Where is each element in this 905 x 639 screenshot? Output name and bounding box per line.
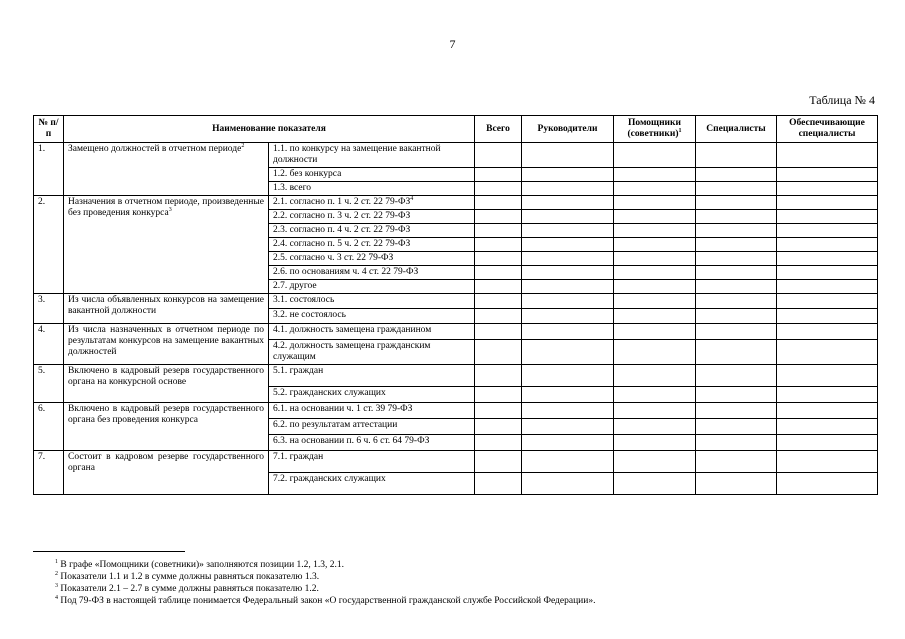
value-cell[interactable] xyxy=(475,435,522,451)
value-cell[interactable] xyxy=(614,238,696,252)
value-cell[interactable] xyxy=(696,196,777,210)
table-row xyxy=(34,365,878,387)
row-number: 2. xyxy=(34,196,64,294)
value-cell[interactable] xyxy=(777,435,878,451)
value-cell[interactable] xyxy=(614,210,696,224)
value-cell[interactable] xyxy=(696,266,777,280)
table-row xyxy=(34,324,878,340)
header-support: Обеспечивающие специалисты xyxy=(777,116,878,143)
value-cell[interactable] xyxy=(475,252,522,266)
value-cell[interactable] xyxy=(696,168,777,182)
value-cell[interactable] xyxy=(777,419,878,435)
sub-indicator: 6.3. на основании п. 6 ч. 6 ст. 64 79-ФЗ xyxy=(269,435,475,451)
value-cell[interactable] xyxy=(777,182,878,196)
value-cell[interactable] xyxy=(696,224,777,238)
footnote-mark: 4 xyxy=(55,594,58,601)
footnote-mark: 2 xyxy=(55,570,58,577)
value-cell[interactable] xyxy=(614,451,696,473)
footnote-mark: 3 xyxy=(55,582,58,589)
value-cell[interactable] xyxy=(522,196,614,210)
value-cell[interactable] xyxy=(614,294,696,309)
value-cell[interactable] xyxy=(777,143,878,168)
footnote: $^3$ Показатели 2.1 – 2.7 в сумме должны равняться показателю 1.2. xyxy=(55,582,319,594)
value-cell[interactable] xyxy=(522,435,614,451)
row-number: 3. xyxy=(34,294,64,324)
indicator-name: Из числа назначенных в отчетном периоде по результатам конкурсов на замещение вакантных должностей xyxy=(64,324,269,365)
sub-indicator: 1.2. без конкурса xyxy=(269,168,475,182)
value-cell[interactable] xyxy=(475,182,522,196)
value-cell[interactable] xyxy=(614,387,696,403)
row-number: 1. xyxy=(34,143,64,196)
value-cell[interactable] xyxy=(522,182,614,196)
table-row xyxy=(34,143,878,168)
value-cell[interactable] xyxy=(522,280,614,294)
value-cell[interactable] xyxy=(777,340,878,365)
value-cell[interactable] xyxy=(777,224,878,238)
value-cell[interactable] xyxy=(522,238,614,252)
value-cell[interactable] xyxy=(777,309,878,324)
indicator-name: Включено в кадровый резерв государственного органа на конкурсной основе xyxy=(64,365,269,403)
sub-indicator: 6.1. на основании ч. 1 ст. 39 79-ФЗ xyxy=(269,403,475,419)
header-specialists: Специалисты xyxy=(696,116,777,143)
indicator-name: Замещено должностей в отчетном периоде$^2$ xyxy=(64,143,269,196)
sub-indicator: 2.5. согласно ч. 3 ст. 22 79-ФЗ xyxy=(269,252,475,266)
value-cell[interactable] xyxy=(614,266,696,280)
footnote-mark: 4 xyxy=(410,195,414,202)
value-cell[interactable] xyxy=(475,340,522,365)
header-heads: Руководители xyxy=(522,116,614,143)
value-cell[interactable] xyxy=(614,280,696,294)
sub-indicator: 5.1. граждан xyxy=(269,365,475,387)
value-cell[interactable] xyxy=(696,435,777,451)
value-cell[interactable] xyxy=(777,252,878,266)
indicator-name: Из числа объявленных конкурсов на замещение вакантной должности xyxy=(64,294,269,324)
sub-indicator: 2.3. согласно п. 4 ч. 2 ст. 22 79-ФЗ xyxy=(269,224,475,238)
value-cell[interactable] xyxy=(696,365,777,387)
value-cell[interactable] xyxy=(475,309,522,324)
table-row xyxy=(34,451,878,473)
value-cell[interactable] xyxy=(475,451,522,473)
value-cell[interactable] xyxy=(696,280,777,294)
value-cell[interactable] xyxy=(777,168,878,182)
value-cell[interactable] xyxy=(777,280,878,294)
value-cell[interactable] xyxy=(696,324,777,340)
footnote: $^4$ Под 79-ФЗ в настоящей таблице понимается Федеральный закон «О государственной гражданской службе Российской Федерации». xyxy=(55,594,596,606)
value-cell[interactable] xyxy=(475,387,522,403)
header-total: Всего xyxy=(475,116,522,143)
value-cell[interactable] xyxy=(696,419,777,435)
indicator-name: Назначения в отчетном периоде, произведенные без проведения конкурса$^3$ xyxy=(64,196,269,294)
value-cell[interactable] xyxy=(614,340,696,365)
value-cell[interactable] xyxy=(777,294,878,309)
footnote-mark: 2 xyxy=(241,142,245,149)
header-num: № п/п xyxy=(34,116,64,143)
value-cell[interactable] xyxy=(475,168,522,182)
value-cell[interactable] xyxy=(522,473,614,495)
sub-indicator: 1.1. по конкурсу на замещение вакантной должности xyxy=(269,143,475,168)
sub-indicator: 2.1. согласно п. 1 ч. 2 ст. 22 $79-ФЗ^4$ xyxy=(269,196,475,210)
sub-indicator: 4.2. должность замещена гражданским служащим xyxy=(269,340,475,365)
value-cell[interactable] xyxy=(522,224,614,238)
value-cell[interactable] xyxy=(475,196,522,210)
value-cell[interactable] xyxy=(777,403,878,419)
value-cell[interactable] xyxy=(777,324,878,340)
value-cell[interactable] xyxy=(696,387,777,403)
value-cell[interactable] xyxy=(475,210,522,224)
value-cell[interactable] xyxy=(475,365,522,387)
sub-indicator: 3.1. состоялось xyxy=(269,294,475,309)
value-cell[interactable] xyxy=(696,340,777,365)
value-cell[interactable] xyxy=(696,309,777,324)
value-cell[interactable] xyxy=(696,182,777,196)
value-cell[interactable] xyxy=(614,182,696,196)
value-cell[interactable] xyxy=(475,473,522,495)
value-cell[interactable] xyxy=(614,419,696,435)
value-cell[interactable] xyxy=(475,419,522,435)
footnote-mark: 1 xyxy=(678,127,682,134)
value-cell[interactable] xyxy=(475,238,522,252)
value-cell[interactable] xyxy=(696,403,777,419)
sub-indicator: 4.1. должность замещена гражданином xyxy=(269,324,475,340)
value-cell[interactable] xyxy=(696,143,777,168)
value-cell[interactable] xyxy=(614,324,696,340)
value-cell[interactable] xyxy=(475,280,522,294)
table-row xyxy=(34,294,878,309)
value-cell[interactable] xyxy=(614,365,696,387)
value-cell[interactable] xyxy=(614,224,696,238)
indicator-name: Включено в кадровый резерв государственного органа без проведения конкурса xyxy=(64,403,269,451)
footnote-mark: 1 xyxy=(55,558,58,565)
page-number: 7 xyxy=(449,37,456,51)
row-number: 7. xyxy=(34,451,64,495)
row-number: 6. xyxy=(34,403,64,451)
value-cell[interactable] xyxy=(522,168,614,182)
row-number: 5. xyxy=(34,365,64,403)
footnote: $^2$ Показатели 1.1 и 1.2 в сумме должны равняться показателю 1.3. xyxy=(55,570,320,582)
value-cell[interactable] xyxy=(614,309,696,324)
value-cell[interactable] xyxy=(614,473,696,495)
footnote-separator xyxy=(33,551,185,552)
table-row xyxy=(34,196,878,210)
sub-indicator: 7.2. гражданских служащих xyxy=(269,473,475,495)
sub-indicator: 6.2. по результатам аттестации xyxy=(269,419,475,435)
value-cell[interactable] xyxy=(696,451,777,473)
footnote: $^1$ В графе «Помощники (советники)» заполняются позиции 1.2, 1.3, 2.1. xyxy=(55,558,345,570)
value-cell[interactable] xyxy=(522,324,614,340)
sub-indicator: 1.3. всего xyxy=(269,182,475,196)
value-cell[interactable] xyxy=(522,340,614,365)
value-cell[interactable] xyxy=(777,196,878,210)
value-cell[interactable] xyxy=(522,210,614,224)
value-cell[interactable] xyxy=(522,365,614,387)
value-cell[interactable] xyxy=(522,252,614,266)
sub-indicator: 2.4. согласно п. 5 ч. 2 ст. 22 79-ФЗ xyxy=(269,238,475,252)
value-cell[interactable] xyxy=(475,294,522,309)
value-cell[interactable] xyxy=(696,252,777,266)
value-cell[interactable] xyxy=(475,403,522,419)
footnotes xyxy=(55,559,875,607)
value-cell[interactable] xyxy=(614,435,696,451)
value-cell[interactable] xyxy=(522,309,614,324)
value-cell[interactable] xyxy=(777,387,878,403)
header-assistants: Помощники (советники)$^1$ xyxy=(614,116,696,143)
sub-indicator: 7.1. граждан xyxy=(269,451,475,473)
value-cell[interactable] xyxy=(777,365,878,387)
value-cell[interactable] xyxy=(475,324,522,340)
value-cell[interactable] xyxy=(522,387,614,403)
value-cell[interactable] xyxy=(696,473,777,495)
value-cell[interactable] xyxy=(522,266,614,280)
value-cell[interactable] xyxy=(614,143,696,168)
value-cell[interactable] xyxy=(777,266,878,280)
value-cell[interactable] xyxy=(614,196,696,210)
sub-indicator: 2.6. по основаниям ч. 4 ст. 22 79-ФЗ xyxy=(269,266,475,280)
header-row xyxy=(34,116,878,143)
sub-indicator: 2.7. другое xyxy=(269,280,475,294)
value-cell[interactable] xyxy=(475,224,522,238)
table-caption: Таблица № 4 xyxy=(809,93,875,107)
sub-indicator: 2.2. согласно п. 3 ч. 2 ст. 22 79-ФЗ xyxy=(269,210,475,224)
row-number: 4. xyxy=(34,324,64,365)
value-cell[interactable] xyxy=(522,403,614,419)
value-cell[interactable] xyxy=(696,294,777,309)
value-cell[interactable] xyxy=(475,143,522,168)
sub-indicator: 3.2. не состоялось xyxy=(269,309,475,324)
sub-indicator: 5.2. гражданских служащих xyxy=(269,387,475,403)
value-cell[interactable] xyxy=(522,419,614,435)
value-cell[interactable] xyxy=(614,403,696,419)
value-cell[interactable] xyxy=(614,252,696,266)
value-cell[interactable] xyxy=(522,143,614,168)
footnote-mark: 3 xyxy=(168,206,172,213)
indicator-table xyxy=(33,115,878,495)
header-name: Наименование показателя xyxy=(64,116,475,143)
value-cell[interactable] xyxy=(522,294,614,309)
value-cell[interactable] xyxy=(696,210,777,224)
value-cell[interactable] xyxy=(475,266,522,280)
indicator-name: Состоит в кадровом резерве государственного органа xyxy=(64,451,269,495)
table-row xyxy=(34,403,878,419)
value-cell[interactable] xyxy=(777,451,878,473)
value-cell[interactable] xyxy=(522,451,614,473)
value-cell[interactable] xyxy=(614,168,696,182)
value-cell[interactable] xyxy=(777,238,878,252)
value-cell[interactable] xyxy=(777,210,878,224)
value-cell[interactable] xyxy=(696,238,777,252)
value-cell[interactable] xyxy=(777,473,878,495)
